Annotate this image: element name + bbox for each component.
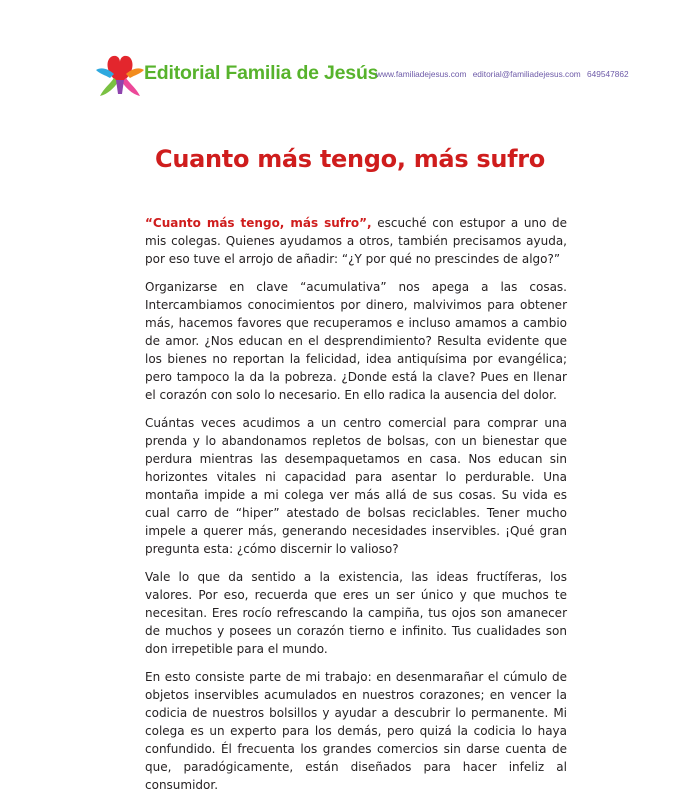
paragraph-5: En esto consiste parte de mi trabajo: en desenmarañar el cúmulo de objetos inservibles acumulados en nuestros corazones; en vencer la codicia de nuestros bolsillos y ayudar a descubrir lo permanente. Mi colega es un experto para los demás, pero quizá la codicia lo haya confundido. Él frecuenta los grandes comercios sin darse cuenta de que, paradógicamente, están diseñados para hacer infeliz al consumidor. [145,670,567,792]
website-link[interactable]: www.familiadejesus.com [376,69,467,79]
email-link[interactable]: editorial@familiadejesus.com [472,69,581,79]
logo-heart-figure-icon [92,44,148,100]
brand-name: Editorial Familia de Jesús [144,62,379,84]
paragraph-3: Cuántas veces acudimos a un centro comercial para comprar una prenda y lo abandonamos repletos de bolsas, con un bienestar que perdura mientras las desempaquetamos en casa. Nos educan sin horizontes vitales ni capacidad para asentar lo perdurable. Una montaña impide a mi colega ver más allá de sus cosas. Su vida es cual carro de “hiper” atestado de bolsas reciclables. Tener mucho impele a querer más, generando necesidades inservibles. ¡Qué gran pregunta esta: ¿cómo discernir lo valioso? [145,416,567,556]
article-body [145,214,567,804]
phone-number: 649547862 [587,69,629,79]
paragraph-1-text: escuché con estupor a uno de mis colegas. Quienes ayudamos a otros, también precisamos ayuda, por eso tuve el arrojo de añadir: “¿Y por qué no prescindes de algo?” [145,216,567,266]
article-title: Cuanto más tengo, más sufro [155,145,545,174]
paragraph-1 [145,214,567,268]
paragraph-2: Organizarse en clave “acumulativa” nos apega a las cosas. Intercambiamos conocimientos por dinero, malvivimos para obtener más, hacemos favores que recuperamos e incluso amamos a cambio de amor. ¿Nos educan en el desprendimiento? Resulta evidente que los bienes no reportan la felicidad, idea antiquísima por evangélica; pero tampoco la da la pobreza. ¿Donde está la clave? Pues en llenar el corazón con solo lo necesario. En ello radica la ausencia del dolor. [145,280,567,402]
contact-info [376,69,633,79]
paragraph-4: Vale lo que da sentido a la existencia, las ideas fructíferas, los valores. Por eso, recuerda que eres un ser único y que muchos te necesitan. Eres rocío refrescando la campiña, tus ojos son amanecer de muchos y posees un corazón tierno e infinito. Tus cualidades son don irrepetible para el mundo. [145,570,567,656]
page-header [92,44,632,100]
lead-quote: “Cuanto más tengo, más sufro”, [145,216,372,230]
